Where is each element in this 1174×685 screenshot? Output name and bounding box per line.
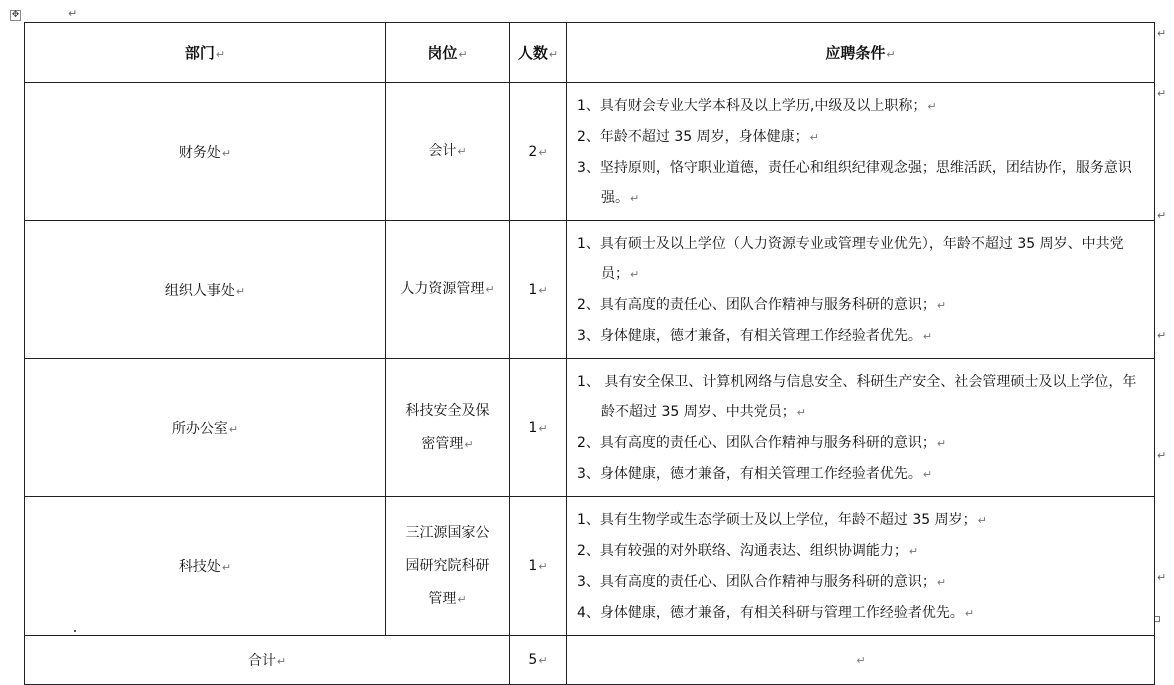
- requirement-item: 2、年龄不超过 35 周岁，身体健康；↵: [577, 129, 819, 145]
- paragraph-mark-icon: ↵: [630, 268, 640, 281]
- requirements-cell: [567, 497, 1155, 636]
- row-end-mark-icon: ↵: [1157, 329, 1167, 342]
- paragraph-mark-icon: ↵: [464, 437, 474, 451]
- header-position: 岗位↵: [386, 23, 510, 83]
- paragraph-mark-icon: ↵: [457, 592, 467, 606]
- paragraph-mark-icon: ↵: [221, 561, 232, 574]
- paragraph-mark-icon: ↵: [936, 576, 947, 589]
- requirement-item: 1、具有硕士及以上学位（人力资源专业或管理专业优先），年龄不超过 35 周岁、中共党员；↵: [577, 236, 1124, 282]
- recruitment-table: [24, 22, 1155, 685]
- row-end-mark-icon: ↵: [1157, 209, 1167, 222]
- requirement-item: 2、具有较强的对外联络、沟通表达、组织协调能力；↵: [577, 543, 919, 559]
- requirement-item: 1、具有生物学或生态学硕士及以上学位，年龄不超过 35 周岁；↵: [577, 512, 987, 528]
- header-dept: 部门↵: [25, 23, 386, 83]
- paragraph-mark-icon: ↵: [908, 545, 919, 558]
- requirements-cell: [567, 83, 1155, 221]
- requirement-item: 3、坚持原则，恪守职业道德，责任心和组织纪律观念强；思维活跃，团结协作，服务意识强。↵: [577, 160, 1132, 206]
- dept-cell: 科技处↵: [25, 497, 386, 636]
- position-line: 科技安全及保: [405, 402, 490, 419]
- total-label-cell: 合计↵: [25, 636, 510, 685]
- table-move-handle-icon[interactable]: ✥: [11, 10, 20, 20]
- paragraph-mark-icon: ↵: [964, 607, 975, 620]
- table-header-row: [25, 23, 1155, 83]
- row-end-mark-icon: ↵: [1157, 87, 1167, 100]
- requirement-item: 2、具有高度的责任心、团队合作精神与服务科研的意识；↵: [577, 435, 947, 451]
- paragraph-mark-icon: ↵: [538, 421, 548, 435]
- position-cell: [386, 497, 510, 636]
- paragraph-mark-icon: ↵: [927, 100, 937, 113]
- requirements-cell: [567, 359, 1155, 497]
- row-end-mark-icon: ↵: [1157, 27, 1167, 40]
- paragraph-mark-icon: ↵: [856, 654, 866, 667]
- row-end-mark-icon: ↵: [1157, 571, 1167, 584]
- paragraph-mark-icon: ↵: [548, 48, 559, 61]
- requirement-item: 3、身体健康，德才兼备，有相关管理工作经验者优先。↵: [577, 328, 933, 344]
- paragraph-mark-icon: ↵: [936, 299, 947, 312]
- requirements-cell: [567, 221, 1155, 359]
- paragraph-mark-icon: ↵: [630, 192, 640, 205]
- position-cell: 会计↵: [386, 83, 510, 221]
- paragraph-mark-icon: ↵: [485, 283, 495, 296]
- paragraph-mark-icon: ↵: [276, 655, 287, 668]
- dept-cell: 财务处↵: [25, 83, 386, 221]
- table-row: [25, 497, 1155, 636]
- paragraph-mark-icon: ↵: [936, 437, 947, 450]
- paragraph-mark-icon: ↵: [538, 283, 548, 297]
- position-line: 管理↵: [428, 590, 467, 607]
- position-line: 密管理↵: [421, 435, 474, 452]
- requirement-item: 4、身体健康，德才兼备，有相关科研与管理工作经验者优先。↵: [577, 605, 975, 621]
- requirement-item: 3、身体健康，德才兼备，有相关管理工作经验者优先。↵: [577, 466, 933, 482]
- paragraph-mark-icon: ↵: [538, 654, 548, 667]
- paragraph-mark-icon: ↵: [886, 48, 896, 61]
- dept-cell: 所办公室↵: [25, 359, 386, 497]
- total-count-cell: 5↵: [510, 636, 567, 685]
- requirement-item: 2、具有高度的责任心、团队合作精神与服务科研的意识；↵: [577, 297, 947, 313]
- paragraph-mark-icon: ↵: [538, 145, 548, 159]
- requirement-item: 1、 具有安全保卫、计算机网络与信息安全、科研生产安全、社会管理硕士及以上学位，年龄不超过 35 周岁、中共党员；↵: [577, 374, 1137, 420]
- paragraph-mark-icon: ↵: [977, 514, 987, 527]
- position-line: 三江源国家公: [405, 524, 490, 541]
- paragraph-mark-icon: ↵: [235, 284, 246, 298]
- count-cell: 2↵: [510, 83, 567, 221]
- total-requirements-cell: [567, 636, 1155, 685]
- count-cell: 1↵: [510, 221, 567, 359]
- paragraph-mark-icon: ↵: [796, 406, 806, 419]
- paragraph-mark-icon: ↵: [922, 468, 933, 481]
- requirement-item: 1、具有财会专业大学本科及以上学历,中级及以上职称；↵: [577, 98, 937, 114]
- row-end-mark-icon: ↵: [1157, 449, 1167, 462]
- paragraph-mark-icon: ↵: [215, 48, 226, 61]
- paragraph-mark-icon: ↵: [458, 48, 468, 61]
- paragraph-mark-icon: ↵: [922, 330, 933, 343]
- count-cell: 1↵: [510, 497, 567, 636]
- paragraph-mark-icon: ↵: [228, 422, 239, 436]
- position-cell: [386, 359, 510, 497]
- table-row: [25, 359, 1155, 497]
- paragraph-mark-icon: ↵: [68, 7, 78, 20]
- paragraph-mark-icon: ↵: [809, 131, 819, 144]
- paragraph-mark-icon: ↵: [457, 145, 467, 158]
- requirement-item: 3、具有高度的责任心、团队合作精神与服务科研的意识；↵: [577, 574, 947, 590]
- position-cell: 人力资源管理↵: [386, 221, 510, 359]
- dept-cell: 组织人事处↵: [25, 221, 386, 359]
- position-line: 园研究院科研: [405, 557, 490, 574]
- total-row: [25, 636, 1155, 685]
- paragraph-mark-icon: ↵: [221, 146, 232, 160]
- table-row: [25, 83, 1155, 221]
- header-requirements: 应聘条件↵: [567, 23, 1155, 83]
- header-count: 人数↵: [510, 23, 567, 83]
- count-cell: 1↵: [510, 359, 567, 497]
- paragraph-mark-icon: ↵: [538, 560, 548, 573]
- table-row: [25, 221, 1155, 359]
